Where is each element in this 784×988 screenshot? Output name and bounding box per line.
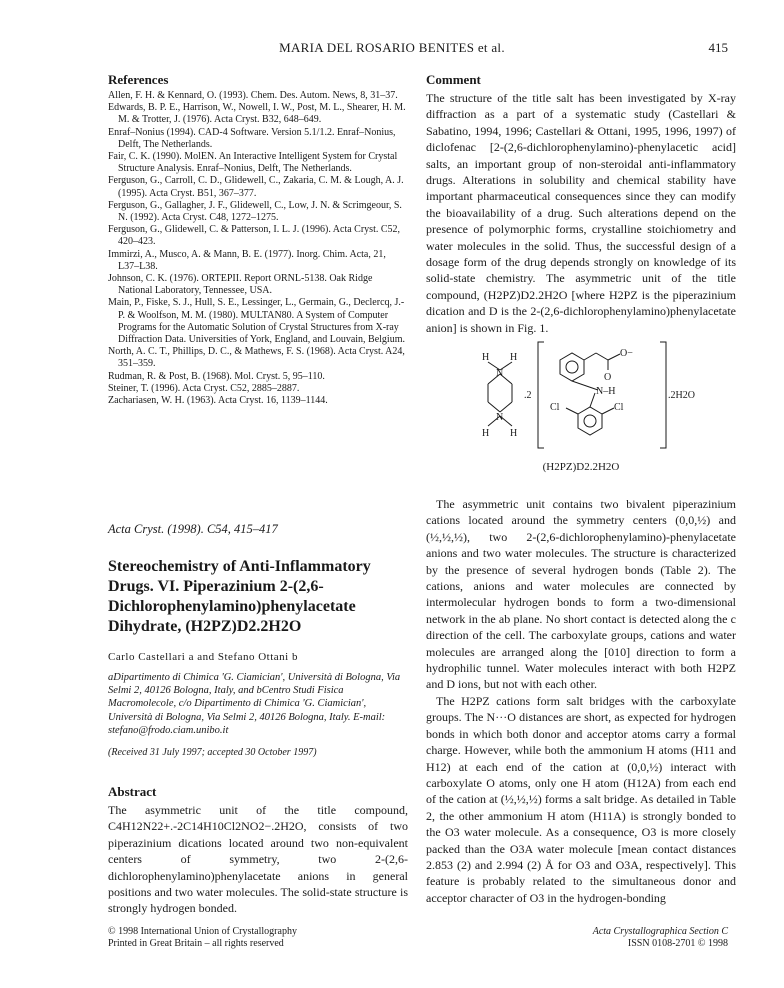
reference-item: Zachariasen, W. H. (1963). Acta Cryst. 16, 1139–1144. [108,395,328,407]
scheme-cl-label: Cl [550,402,560,413]
footer-left [108,926,297,950]
scheme-cl-label: Cl [614,402,624,413]
scheme-water-label: .2H2O [668,390,695,401]
scheme-h-label: H [510,428,518,439]
scheme-coefficient: .2 [524,390,532,401]
reference-item: Enraf–Nonius (1994). CAD-4 Software. Version 5.1/1.2. Enraf–Nonius, Delft, The Netherlands. [108,126,396,150]
reference-item: Fair, C. K. (1990). MolEN. An Interactive Intelligent System for Crystal Structure Analysis. Enraf–Nonius, Delft, The Netherlands. [108,151,398,175]
scheme-caption: (H2PZ)D2.2H2O [542,461,620,473]
scheme-n-label: N [496,368,504,379]
paper-title: Stereochemistry of Anti-Inflammatory Drugs. VI. Piperazinium 2-(2,6-Dichlorophenylamino)phenylacetate Dihydrate, (H2PZ)D2.2H2O [108,558,371,635]
page-header [0,40,784,60]
right-column [426,72,736,336]
left-column [108,72,408,407]
comment-paragraph-1-block [426,90,736,336]
comment-paragraph: The H2PZ cations form salt bridges with the carboxylate groups. The N···O distances are short, as expected for hydrogen bonds in which both donor and acceptor atoms carry a formal charge. However, while both the ammonium H atoms (H11 and H12) at each end of the cation at (0,0,½) interact with carboxylate O atoms, only one H atom (H12A) from each end of the cation at (½,½,½) forms a salt bridge. As detailed in Table 2, the other ammonium H atom (H11A) is strongly bonded to the O3 water molecule. As a consequence, O3 is more closely packed than the O3A water molecule [mean contact distances 2.853 (2) and 2.994 (2) Å for O3 and O3A, respectively]. This feature is probably related to the simultaneous donor and acceptor character of O3 in the hydrogen-bonding [426,693,736,905]
reference-item: Johnson, C. K. (1976). ORTEPII. Report ORNL-5138. Oak Ridge National Laboratory, Tennessee, USA. [108,273,373,297]
reference-item: Allen, F. H. & Kennard, O. (1993). Chem. Des. Autom. News, 8, 31–37. [108,90,398,101]
scheme-nh-label: N–H [596,386,616,397]
comment-paragraph: The structure of the title salt has been investigated by X-ray diffraction as a part of a systematic study (Castellari & Sabatino, 1994, 1996; Castellari & Ottani, 1995, 1996, 1997) of diclofenac [2-(2,6-dichlorophenylamino)-phenylacetic acid] salts, an important group of non-steroidal anti-inflammatory drugs. Alterations in solubility and chemical stability have important pharmaceutical consequences since they can modify the bioavailability of a drug. Such alterations depend on the presence of polymorphic forms, crystalline stoichiometry and water molecules in the solid. Thus, the successful design of a dosage form of the drug depends strongly on knowledge of its solid-state chemistry. The asymmetric unit of the title compound, (H2PZ)D2.2H2O [where H2PZ is the piperazinium dication and D is the 2-(2,6-dichlorophenylamino)phenylacetate anion] is shown in Fig. 1. [426,91,736,335]
reference-item: Immirzi, A., Musco, A. & Mann, B. E. (1977). Inorg. Chim. Acta, 21, L37–L38. [108,248,386,272]
chemical-scheme [470,340,695,450]
abstract-text [108,802,408,917]
scheme-h-label: H [482,428,490,439]
reference-item: North, A. C. T., Phillips, D. C., & Mathews, F. S. (1968). Acta Cryst. A24, 351–359. [108,346,405,370]
reference-item: Edwards, B. P. E., Harrison, W., Nowell, I. W., Post, M. L., Shearer, H. M. M. & Trotter, J. (1976). Acta Cryst. B32, 648–649. [108,102,406,126]
received-dates: (Received 31 July 1997; accepted 30 October 1997) [108,747,317,759]
scheme-o-minus-label: O− [620,348,633,359]
references-heading: References [108,72,169,87]
comment-paragraph: The asymmetric unit contains two bivalent piperazinium cations located around the symmetry centers (0,0,½) and (½,½,½), two 2-(2,6-dichlorophenylamino)-phenylacetate anions and two water molecules. The structure is characterized by the presence of several hydrogen bonds (Table 2). The cations, anions and water molecules are connected by intermolecular hydrogen bonds to form a two-dimensional network in the ab plane. No short contact is detected along the c direction of the cell. The carboxylate groups, cations and water molecules are arranged along the [010] direction to form a hydrophilic tunnel. Water molecules interact with both H2PZ and D ions, but not with each other. [426,497,736,692]
scheme-h-label: H [482,352,490,363]
reference-item: Ferguson, G., Glidewell, C. & Patterson, I. L. J. (1996). Acta Cryst. C52, 420–423. [108,224,401,248]
scheme-o-label: O [604,372,612,383]
journal-citation: Acta Cryst. (1998). C54, 415–417 [108,522,278,536]
printed-line: Printed in Great Britain – all rights reserved [108,938,284,949]
abstract-paragraph: The asymmetric unit of the title compound, C4H12N22+.-2C14H10Cl2NO2−.2H2O, consists of two piperazinium dications located around two non-equivalent centers of symmetry, two 2-(2,6-dichlorophenylamino)phenylacetate anions in general positions and two water molecules. The solid-state structure is strongly hydrogen bonded. [108,803,408,916]
reference-item: Main, P., Fiske, S. J., Hull, S. E., Lessinger, L., Germain, G., Declercq, J.-P. & Woolfson, M. M. (1980). MULTAN80. A System of Computer Programs for the Automatic Solution of Crystal Structures from X-ray Diffraction Data. Universities of York, England, and Louvain, Belgium. [108,297,405,346]
reference-item: Ferguson, G., Gallagher, J. F., Glidewell, C., Low, J. N. & Scrimgeour, S. N. (1992). Acta Cryst. C48, 1272–1275. [108,199,402,224]
affiliation: aDipartimento di Chimica 'G. Ciamician', Università di Bologna, Via Selmi 2, 40126 Bologna, Italy, and bCentro Studi Fisica Macromolecole, c/o Dipartimento di Chimica 'G. Ciamician', Università di Bologna, Via Selmi 2, 40126 Bologna, Italy. E-mail: stefano@frodo.ciam.unibo.it [108,672,401,736]
comment-heading: Comment [426,72,481,87]
references-list [108,90,408,407]
copyright-line: © 1998 International Union of Crystallography [108,926,297,937]
scheme-n-label: N [496,412,504,423]
reference-item: Steiner, T. (1996). Acta Cryst. C52, 2885–2887. [108,382,300,394]
abstract-heading: Abstract [108,784,157,800]
scheme-h-label: H [510,352,518,363]
article-block [108,522,408,917]
issn-line: ISSN 0108-2701 © 1998 [627,938,728,949]
authors: Carlo Castellari a and Stefano Ottani b [108,651,298,663]
running-title: MARIA DEL ROSARIO BENITES et al. [279,40,505,55]
journal-section: Acta Crystallographica Section C [592,926,728,937]
reference-item: Rudman, R. & Post, B. (1968). Mol. Cryst. 5, 95–110. [108,370,325,382]
footer-right [593,926,728,950]
reference-item: Ferguson, G., Carroll, C. D., Glidewell, C., Zakaria, C. M. & Lough, A. J. (1995). Acta Cryst. B51, 367–377. [108,175,404,199]
comment-continued [426,496,736,906]
page-number: 415 [708,40,728,55]
